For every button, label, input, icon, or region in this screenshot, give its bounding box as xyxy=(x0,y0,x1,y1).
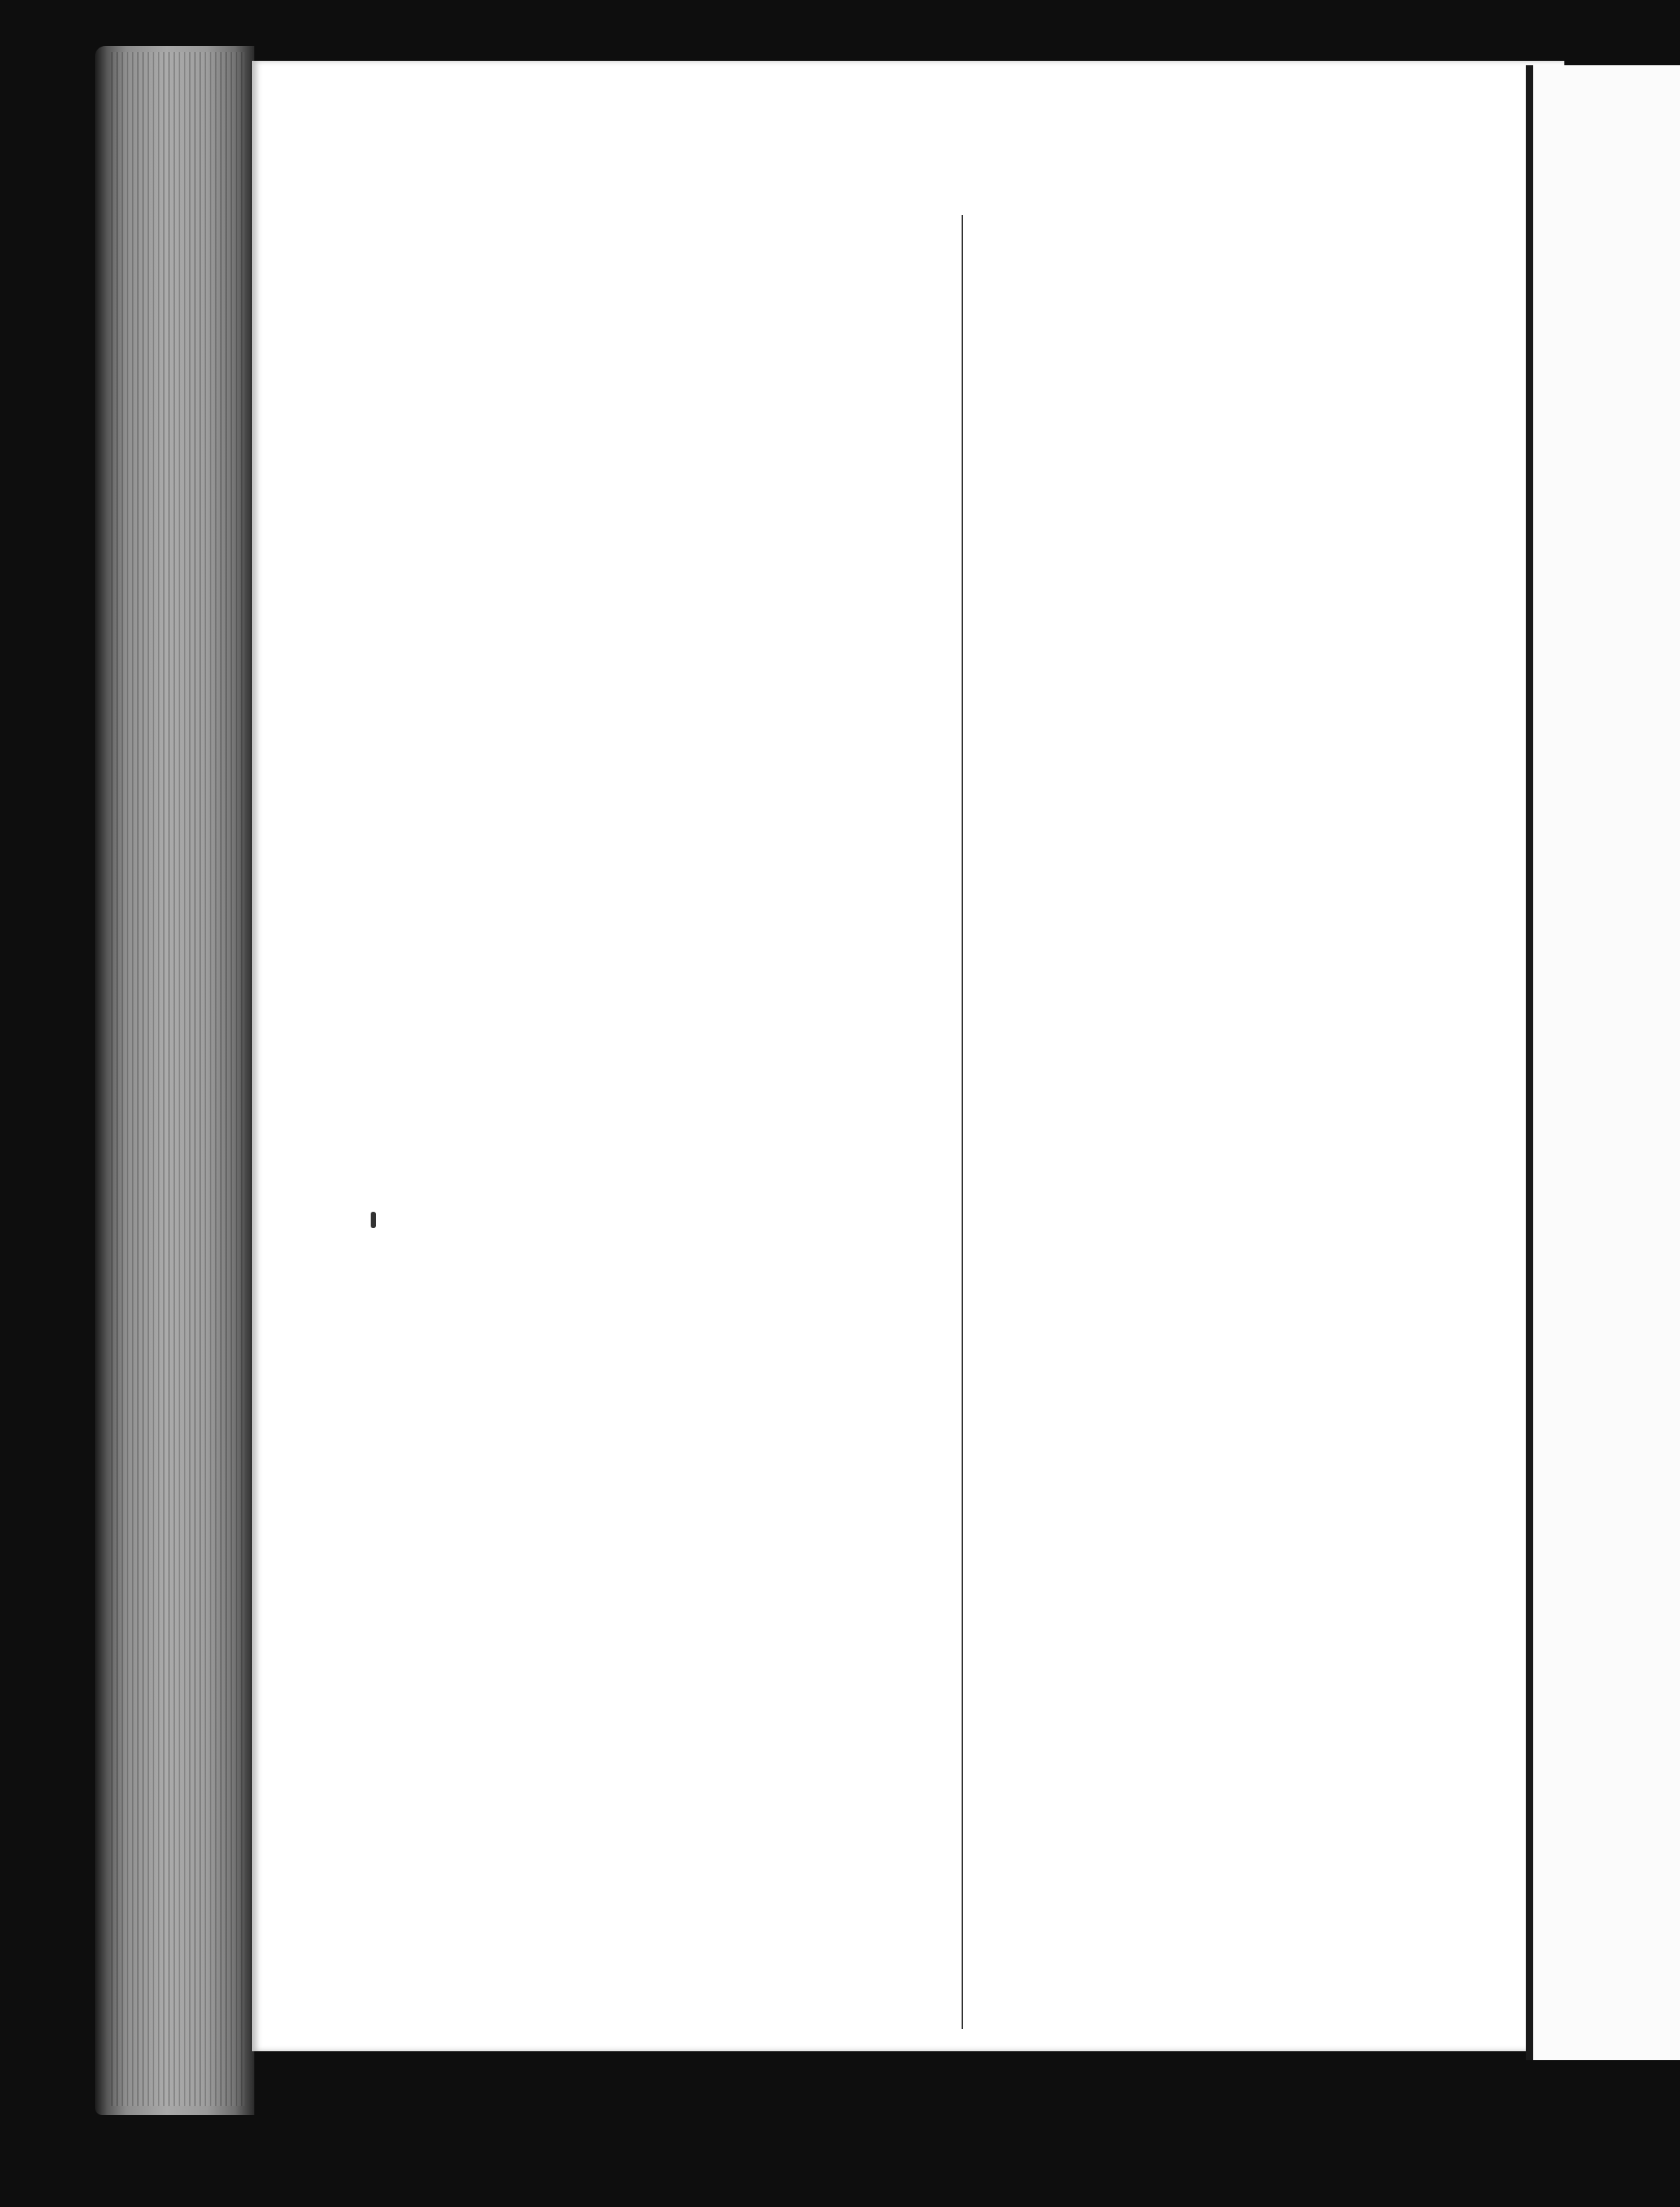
page-edge-lines xyxy=(111,52,245,2106)
left-page xyxy=(252,61,1564,2051)
facing-page xyxy=(1526,65,1680,2060)
column-divider xyxy=(962,215,963,2029)
margin-mark xyxy=(371,1212,376,1228)
